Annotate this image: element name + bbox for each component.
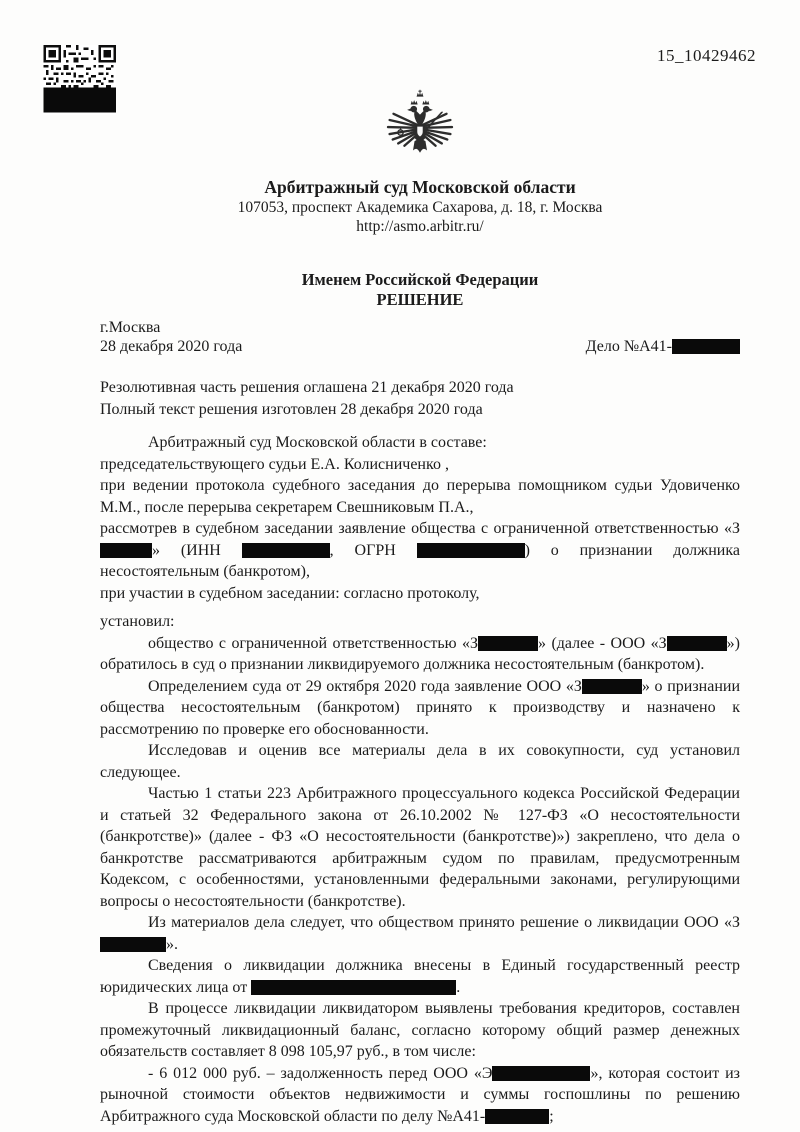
redaction-box [485,1109,549,1124]
text-segment: » (далее - ООО «З [538,634,667,652]
text-segment: ) о признании должника несостоятельным (банкротом), [100,541,740,580]
text-segment: », которая состоит из рыночной стоимости объектов недвижимости и суммы госпошлины по решению Арбитражного суда Московской области по делу №А41- [100,1064,741,1125]
text-segment: » о признании общества несостоятельным (банкротом) принято к производству и назначено к рассмотрению по проверке его обоснованности. [100,677,741,738]
text-segment: . [456,978,461,996]
text-segment: - 6 012 000 руб. – задолженность перед ООО «Э [148,1064,493,1082]
text-segment: рассмотрев в судебном заседании заявление общества с ограниченной ответственностью «З [100,520,740,537]
decision-word: РЕШЕНИЕ [376,290,464,309]
protocol-keeper-line: при ведении протокола судебного заседания до перерыва помощником судьи Удовиченко М.М., после перерыва секретарем Свешниковым П.А., [100,477,740,516]
redaction-box [100,543,152,558]
qr-redaction-bar [43,88,116,113]
document-content [100,88,740,1127]
text-segment: ». [166,935,178,953]
paragraph-creditor-claims: В процессе ликвидации ликвидатором выявлены требования кредиторов, составлен промежуточный ликвидационный баланс, согласно которому общий размер денежных обязательств составляет 8 098 105,97 руб., в том числе: [100,1000,740,1060]
claim-line [100,518,740,583]
text-segment: Сведения о ликвидации должника внесены в Единый государственный реестр юридических лица от [100,957,740,996]
court-website: http://asmo.arbitr.ru/ [356,218,484,235]
redaction-box [251,980,456,995]
paragraph-liquidation-decision [100,912,740,955]
date-case-row [100,338,740,356]
decision-title [100,270,740,310]
text-segment: ») обратилось в суд о признании ликвидируемого должника несостоятельным (банкротом). [100,634,740,673]
paragraph-debt-item [100,1063,740,1128]
document-number: 15_10429462 [657,46,756,65]
paragraph-ruling-accepted [100,676,740,741]
paragraph-egrul-record [100,955,740,998]
text-segment: » (ИНН [152,541,242,559]
qr-code-icon [43,45,116,115]
text-segment: Определением суда от 29 октября 2020 года заявление ООО «З [148,677,582,695]
presiding-judge-line: председательствующего судьи Е.А. Колисниченко , [100,455,449,473]
case-number [586,338,740,356]
paragraph-company-applied [100,633,740,676]
paragraph-court-examined: Исследовав и оценив все материалы дела в их совокупности, суд установил следующее. [100,742,740,781]
coat-of-arms-russia-icon [381,88,459,163]
court-composition-line: Арбитражный суд Московской области в составе: [148,434,487,451]
court-address: 107053, проспект Академика Сахарова, д. 18, г. Москва [237,199,603,216]
redaction-box [672,339,740,354]
in-name-of-line: Именем Российской Федерации [301,270,539,289]
resolution-announced-line: Резолютивная часть решения оглашена 21 декабря 2020 года [100,379,514,396]
attendees-line: при участии в судебном заседании: согласно протоколу, [100,584,480,602]
redaction-box [582,679,642,694]
redaction-box [417,543,525,558]
decision-date: 28 декабря 2020 года [100,338,243,355]
text-segment: ; [549,1107,554,1125]
redaction-box [492,1066,590,1081]
city-line: г.Москва [100,319,161,336]
redaction-box [478,636,538,651]
paragraph-law-basis: Частью 1 статьи 223 Арбитражного процессуального кодекса Российской Федерации и статьей 32 Федерального закона от 26.10.2002 № 127-ФЗ «О несостоятельности (банкротстве)» (далее - ФЗ «О несостоятельности (банкротстве)») закреплено, что дела о банкротстве рассматриваются арбитражным судом по правилам, предусмотренным Кодексом, с особенностями, установленными федеральными законами, регулирующими вопросы о несостоятельности (банкротстве). [100,785,740,910]
court-name: Арбитражный суд Московской области [264,177,576,197]
full-text-made-line: Полный текст решения изготовлен 28 декабря 2020 года [100,400,483,418]
redaction-box [100,937,166,952]
qr-code [43,45,116,115]
case-number-prefix: Дело №А41- [585,338,672,355]
text-segment: , ОГРН [329,541,417,559]
text-segment: Из материалов дела следует, что обществом принято решение о ликвидации ООО «З [148,914,740,931]
redaction-box [242,543,330,558]
redaction-box [667,636,727,651]
ustanovil-line: установил: [100,613,175,630]
text-segment: общество с ограниченной ответственностью «З [148,634,479,652]
